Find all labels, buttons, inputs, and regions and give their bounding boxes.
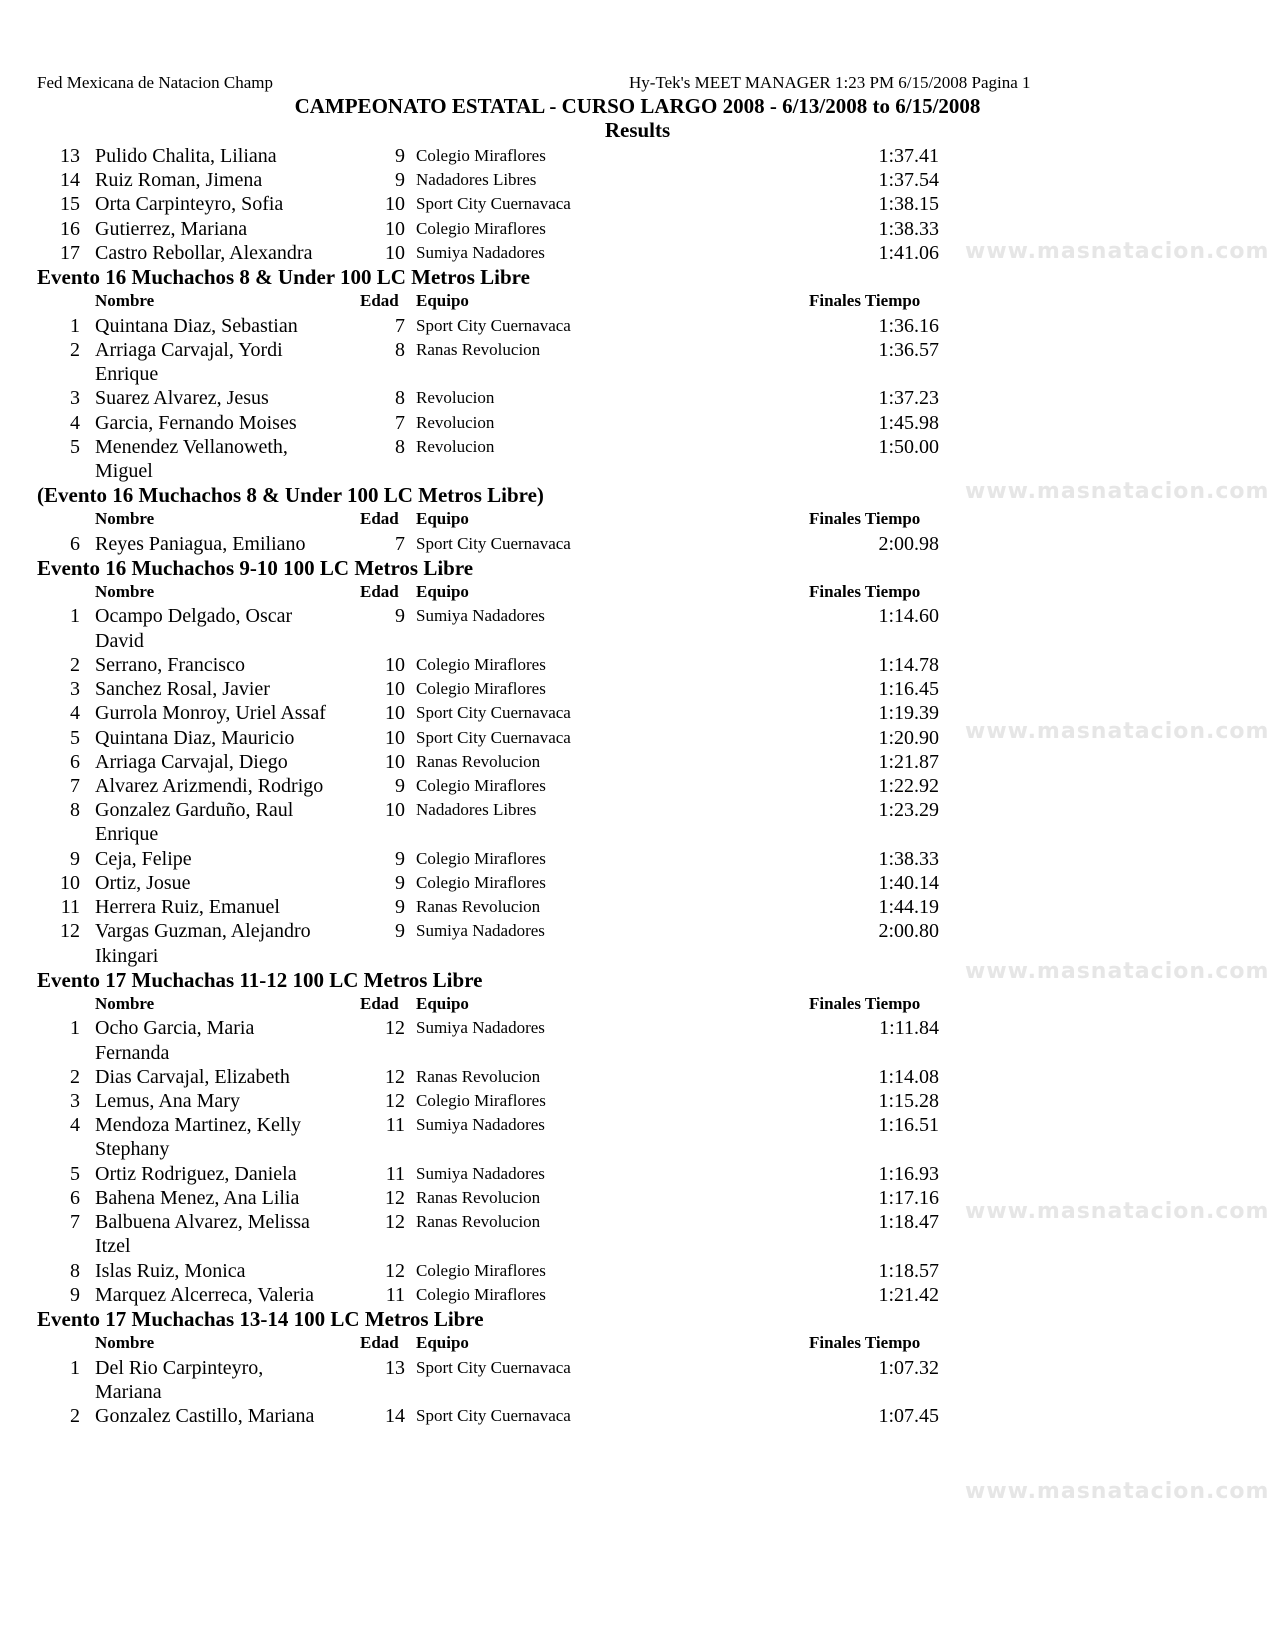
place: 3 xyxy=(70,1089,80,1112)
final-time: 1:37.41 xyxy=(878,145,939,167)
result-row xyxy=(0,386,1275,410)
final-time: 1:37.54 xyxy=(878,169,939,192)
swimmer-name: Bahena Menez, Ana Lilia xyxy=(95,1186,300,1209)
age: 13 xyxy=(385,1356,405,1379)
place: 4 xyxy=(70,1114,80,1137)
age: 12 xyxy=(385,1065,405,1088)
result-row xyxy=(0,653,1275,677)
swimmer-name: Serrano, Francisco xyxy=(95,653,245,676)
age: 9 xyxy=(395,169,405,192)
column-header-team: Equipo xyxy=(416,509,469,529)
swimmer-name-continued: Enrique xyxy=(95,363,159,386)
team: Sumiya Nadadores xyxy=(416,1163,545,1183)
final-time: 1:14.78 xyxy=(878,653,939,676)
place: 2 xyxy=(70,653,80,676)
column-header-team: Equipo xyxy=(416,291,469,311)
result-row-continuation xyxy=(0,1041,1275,1065)
team: Sumiya Nadadores xyxy=(416,1018,545,1038)
final-time: 1:36.57 xyxy=(878,338,939,361)
swimmer-name-continued: Enrique xyxy=(95,823,159,846)
event-heading-line xyxy=(0,1307,1275,1331)
column-header-name: Nombre xyxy=(95,994,155,1014)
column-header-age: Edad xyxy=(360,994,399,1014)
column-header-age: Edad xyxy=(360,509,399,529)
team: Colegio Miraflores xyxy=(416,1260,546,1280)
place: 6 xyxy=(70,532,80,555)
result-row-continuation xyxy=(0,1234,1275,1258)
result-row-continuation xyxy=(0,1137,1275,1161)
age: 10 xyxy=(385,702,405,725)
place: 4 xyxy=(70,702,80,725)
swimmer-name: Herrera Ruiz, Emanuel xyxy=(95,896,280,919)
team: Colegio Miraflores xyxy=(416,872,546,892)
result-row xyxy=(0,241,1275,265)
watermark-text: www.masnatacion.com xyxy=(965,1479,1270,1504)
column-header-time: Finales Tiempo xyxy=(809,509,921,529)
team: Sumiya Nadadores xyxy=(416,921,545,941)
final-time: 1:19.39 xyxy=(878,702,939,725)
team: Revolucion xyxy=(416,388,495,408)
age: 10 xyxy=(385,678,405,701)
team: Ranas Revolucion xyxy=(416,1066,541,1086)
column-header-row xyxy=(0,1331,1275,1355)
result-row xyxy=(0,314,1275,338)
result-row xyxy=(0,1113,1275,1137)
column-header-age: Edad xyxy=(360,582,399,602)
place: 3 xyxy=(70,678,80,701)
document-subtitle: Results xyxy=(604,118,671,142)
team: Nadadores Libres xyxy=(416,170,537,190)
place: 14 xyxy=(60,169,80,192)
result-row xyxy=(0,338,1275,362)
swimmer-name: Sanchez Rosal, Javier xyxy=(95,678,270,701)
place: 7 xyxy=(70,1211,80,1234)
final-time: 1:23.29 xyxy=(878,799,939,822)
final-time: 1:17.16 xyxy=(878,1186,939,1209)
swimmer-name: Garcia, Fernando Moises xyxy=(95,411,297,434)
swimmer-name: Alvarez Arizmendi, Rodrigo xyxy=(95,774,324,797)
final-time: 1:21.87 xyxy=(878,750,939,773)
result-row xyxy=(0,1404,1275,1428)
team: Sumiya Nadadores xyxy=(416,242,545,262)
swimmer-name: Islas Ruiz, Monica xyxy=(95,1259,246,1282)
column-header-row xyxy=(0,992,1275,1016)
column-header-row xyxy=(0,507,1275,531)
place: 1 xyxy=(70,1356,80,1379)
age: 9 xyxy=(395,145,405,167)
column-header-team: Equipo xyxy=(416,994,469,1014)
final-time: 1:38.15 xyxy=(878,193,939,216)
column-header-time: Finales Tiempo xyxy=(809,994,921,1014)
result-row xyxy=(0,168,1275,192)
age: 10 xyxy=(385,653,405,676)
age: 9 xyxy=(395,920,405,943)
final-time: 1:50.00 xyxy=(878,435,939,458)
team: Sport City Cuernavaca xyxy=(416,727,571,747)
age: 12 xyxy=(385,1017,405,1040)
final-time: 1:14.08 xyxy=(878,1065,939,1088)
swimmer-name: Del Rio Carpinteyro, xyxy=(95,1356,264,1379)
swimmer-name: Suarez Alvarez, Jesus xyxy=(95,387,269,410)
swimmer-name: Balbuena Alvarez, Melissa xyxy=(95,1211,310,1234)
software-timestamp: Hy-Tek's MEET MANAGER 1:23 PM 6/15/2008 Pagina 1 xyxy=(629,73,1031,92)
team: Sport City Cuernavaca xyxy=(416,194,571,214)
watermark-text: www.masnatacion.com xyxy=(965,719,1270,744)
swimmer-name: Ocho Garcia, Maria xyxy=(95,1017,255,1040)
result-row-continuation xyxy=(0,459,1275,483)
swimmer-name: Ortiz, Josue xyxy=(95,871,191,894)
swimmer-name-continued: Mariana xyxy=(95,1380,162,1403)
event-heading: Evento 17 Muchachas 11-12 100 LC Metros Libre xyxy=(37,967,483,992)
result-row xyxy=(0,192,1275,216)
age: 12 xyxy=(385,1089,405,1112)
event-heading-line xyxy=(0,968,1275,992)
place: 12 xyxy=(60,920,80,943)
team: Colegio Miraflores xyxy=(416,775,546,795)
age: 8 xyxy=(395,435,405,458)
age: 12 xyxy=(385,1259,405,1282)
result-row xyxy=(0,871,1275,895)
team: Colegio Miraflores xyxy=(416,848,546,868)
final-time: 1:37.23 xyxy=(878,387,939,410)
age: 10 xyxy=(385,750,405,773)
column-header-time: Finales Tiempo xyxy=(809,582,921,602)
result-row xyxy=(0,1283,1275,1307)
team: Nadadores Libres xyxy=(416,800,537,820)
team: Sport City Cuernavaca xyxy=(416,1405,571,1425)
event-heading-line xyxy=(0,483,1275,507)
result-row xyxy=(0,435,1275,459)
watermark-text: www.masnatacion.com xyxy=(965,239,1270,264)
swimmer-name-continued: Stephany xyxy=(95,1138,170,1161)
team: Colegio Miraflores xyxy=(416,1284,546,1304)
result-row xyxy=(0,1162,1275,1186)
place: 8 xyxy=(70,1259,80,1282)
swimmer-name: Ortiz Rodriguez, Daniela xyxy=(95,1162,297,1185)
final-time: 1:40.14 xyxy=(878,871,939,894)
team: Revolucion xyxy=(416,436,495,456)
result-row-continuation xyxy=(0,822,1275,846)
result-row xyxy=(0,750,1275,774)
column-header-time: Finales Tiempo xyxy=(809,291,921,311)
age: 7 xyxy=(395,532,405,555)
place: 4 xyxy=(70,411,80,434)
final-time: 2:00.98 xyxy=(878,532,939,555)
age: 11 xyxy=(385,1162,405,1185)
swimmer-name: Lemus, Ana Mary xyxy=(95,1089,240,1112)
result-row xyxy=(0,919,1275,943)
result-row xyxy=(0,895,1275,919)
age: 14 xyxy=(385,1404,405,1427)
final-time: 1:38.33 xyxy=(878,847,939,870)
age: 7 xyxy=(395,314,405,337)
final-time: 1:21.42 xyxy=(878,1283,939,1306)
column-header-name: Nombre xyxy=(95,1333,155,1353)
final-time: 1:41.06 xyxy=(878,241,939,264)
swimmer-name-continued: Ikingari xyxy=(95,944,159,967)
team: Revolucion xyxy=(416,412,495,432)
place: 9 xyxy=(70,847,80,870)
swimmer-name: Vargas Guzman, Alejandro xyxy=(95,920,311,943)
event-heading-line xyxy=(0,265,1275,289)
swimmer-name: Arriaga Carvajal, Diego xyxy=(95,750,288,773)
place: 1 xyxy=(70,1017,80,1040)
team: Colegio Miraflores xyxy=(416,146,546,165)
swimmer-name: Mendoza Martinez, Kelly xyxy=(95,1114,302,1137)
place: 6 xyxy=(70,1186,80,1209)
place: 2 xyxy=(70,1065,80,1088)
result-row xyxy=(0,1186,1275,1210)
result-row xyxy=(0,847,1275,871)
result-row xyxy=(0,144,1275,168)
swimmer-name: Quintana Diaz, Mauricio xyxy=(95,726,295,749)
team: Colegio Miraflores xyxy=(416,679,546,699)
swimmer-name: Gonzalez Castillo, Mariana xyxy=(95,1404,315,1427)
result-row xyxy=(0,1089,1275,1113)
swimmer-name: Menendez Vellanoweth, xyxy=(95,435,288,458)
swimmer-name-continued: Fernanda xyxy=(95,1041,170,1064)
result-row xyxy=(0,1065,1275,1089)
swimmer-name: Gonzalez Garduño, Raul xyxy=(95,799,294,822)
age: 12 xyxy=(385,1211,405,1234)
age: 10 xyxy=(385,217,405,240)
swimmer-name: Pulido Chalita, Liliana xyxy=(95,145,277,167)
final-time: 1:16.93 xyxy=(878,1162,939,1185)
team: Ranas Revolucion xyxy=(416,897,541,917)
final-time: 1:45.98 xyxy=(878,411,939,434)
place: 5 xyxy=(70,726,80,749)
result-row-continuation xyxy=(0,1380,1275,1404)
age: 9 xyxy=(395,896,405,919)
column-header-age: Edad xyxy=(360,291,399,311)
result-row xyxy=(0,532,1275,556)
final-time: 1:16.51 xyxy=(878,1114,939,1137)
result-row xyxy=(0,1356,1275,1380)
result-row xyxy=(0,1259,1275,1283)
place: 17 xyxy=(60,241,80,264)
place: 5 xyxy=(70,435,80,458)
place: 8 xyxy=(70,799,80,822)
column-header-name: Nombre xyxy=(95,291,155,311)
final-time: 1:11.84 xyxy=(879,1017,939,1040)
team: Ranas Revolucion xyxy=(416,1212,541,1232)
column-header-time: Finales Tiempo xyxy=(809,1333,921,1353)
final-time: 1:07.45 xyxy=(878,1404,939,1427)
column-header-name: Nombre xyxy=(95,509,155,529)
result-row xyxy=(0,217,1275,241)
place: 1 xyxy=(70,605,80,628)
result-row xyxy=(0,1210,1275,1234)
column-header-row xyxy=(0,580,1275,604)
final-time: 1:36.16 xyxy=(878,314,939,337)
swimmer-name: Ceja, Felipe xyxy=(95,847,192,870)
final-time: 1:20.90 xyxy=(878,726,939,749)
result-row-continuation xyxy=(0,944,1275,968)
age: 8 xyxy=(395,338,405,361)
final-time: 1:18.47 xyxy=(878,1211,939,1234)
swimmer-name: Orta Carpinteyro, Sofia xyxy=(95,193,284,216)
age: 11 xyxy=(385,1114,405,1137)
column-header-row xyxy=(0,289,1275,313)
age: 12 xyxy=(385,1186,405,1209)
result-row xyxy=(0,798,1275,822)
result-row xyxy=(0,1016,1275,1040)
result-row-continuation xyxy=(0,629,1275,653)
result-row xyxy=(0,701,1275,725)
place: 15 xyxy=(60,193,80,216)
place: 7 xyxy=(70,774,80,797)
swimmer-name: Dias Carvajal, Elizabeth xyxy=(95,1065,290,1088)
team: Colegio Miraflores xyxy=(416,1090,546,1110)
place: 2 xyxy=(70,1404,80,1427)
swimmer-name-continued: Miguel xyxy=(95,459,153,482)
final-time: 1:14.60 xyxy=(878,605,939,628)
final-time: 1:44.19 xyxy=(878,896,939,919)
event-heading-line xyxy=(0,556,1275,580)
column-header-team: Equipo xyxy=(416,1333,469,1353)
team: Sport City Cuernavaca xyxy=(416,703,571,723)
swimmer-name: Quintana Diaz, Sebastian xyxy=(95,314,298,337)
column-header-name: Nombre xyxy=(95,582,155,602)
age: 11 xyxy=(385,1283,405,1306)
swimmer-name: Castro Rebollar, Alexandra xyxy=(95,241,313,264)
team: Sport City Cuernavaca xyxy=(416,315,571,335)
swimmer-name: Ocampo Delgado, Oscar xyxy=(95,605,293,628)
final-time: 1:18.57 xyxy=(878,1259,939,1282)
team: Ranas Revolucion xyxy=(416,1187,541,1207)
place: 3 xyxy=(70,387,80,410)
team: Colegio Miraflores xyxy=(416,654,546,674)
event-heading: Evento 16 Muchachos 9-10 100 LC Metros Libre xyxy=(37,555,474,580)
final-time: 1:07.32 xyxy=(878,1356,939,1379)
place: 9 xyxy=(70,1283,80,1306)
swimmer-name-continued: Itzel xyxy=(95,1235,131,1258)
age: 9 xyxy=(395,871,405,894)
watermark-text: www.masnatacion.com xyxy=(965,479,1270,504)
result-row xyxy=(0,604,1275,628)
age: 7 xyxy=(395,411,405,434)
team: Ranas Revolucion xyxy=(416,339,541,359)
place: 11 xyxy=(60,896,80,919)
place: 6 xyxy=(70,750,80,773)
team: Colegio Miraflores xyxy=(416,218,546,238)
result-row xyxy=(0,774,1275,798)
place: 2 xyxy=(70,338,80,361)
column-header-age: Edad xyxy=(360,1333,399,1353)
swimmer-name: Marquez Alcerreca, Valeria xyxy=(95,1283,314,1306)
event-heading: (Evento 16 Muchachos 8 & Under 100 LC Metros Libre) xyxy=(37,483,544,508)
result-row xyxy=(0,726,1275,750)
age: 10 xyxy=(385,799,405,822)
team: Ranas Revolucion xyxy=(416,751,541,771)
swimmer-name: Gurrola Monroy, Uriel Assaf xyxy=(95,702,326,725)
final-time: 1:16.45 xyxy=(878,678,939,701)
event-heading: Evento 16 Muchachos 8 & Under 100 LC Metros Libre xyxy=(37,265,530,290)
place: 10 xyxy=(60,871,80,894)
age: 10 xyxy=(385,193,405,216)
column-header-team: Equipo xyxy=(416,582,469,602)
place: 1 xyxy=(70,314,80,337)
final-time: 1:15.28 xyxy=(878,1089,939,1112)
meet-name: Fed Mexicana de Natacion Champ xyxy=(37,73,274,92)
final-time: 1:38.33 xyxy=(878,217,939,240)
swimmer-name: Reyes Paniagua, Emiliano xyxy=(95,532,306,555)
swimmer-name: Arriaga Carvajal, Yordi xyxy=(95,338,283,361)
final-time: 1:22.92 xyxy=(878,774,939,797)
team: Sport City Cuernavaca xyxy=(416,533,571,553)
age: 10 xyxy=(385,726,405,749)
team: Sumiya Nadadores xyxy=(416,1115,545,1135)
age: 8 xyxy=(395,387,405,410)
place: 5 xyxy=(70,1162,80,1185)
team: Sumiya Nadadores xyxy=(416,606,545,626)
swimmer-name-continued: David xyxy=(95,629,144,652)
result-row-continuation xyxy=(0,362,1275,386)
swimmer-name: Ruiz Roman, Jimena xyxy=(95,169,263,192)
age: 9 xyxy=(395,847,405,870)
age: 10 xyxy=(385,241,405,264)
document-title: CAMPEONATO ESTATAL - CURSO LARGO 2008 - 6/13/2008 to 6/15/2008 xyxy=(294,94,981,118)
place: 16 xyxy=(60,217,80,240)
result-row xyxy=(0,411,1275,435)
watermark-text: www.masnatacion.com xyxy=(965,959,1270,984)
age: 9 xyxy=(395,774,405,797)
place: 13 xyxy=(60,145,80,167)
final-time: 2:00.80 xyxy=(878,920,939,943)
swimmer-name: Gutierrez, Mariana xyxy=(95,217,248,240)
watermark-text: www.masnatacion.com xyxy=(965,1199,1270,1224)
event-heading: Evento 17 Muchachas 13-14 100 LC Metros Libre xyxy=(37,1307,484,1332)
team: Sport City Cuernavaca xyxy=(416,1357,571,1377)
age: 9 xyxy=(395,605,405,628)
result-row xyxy=(0,677,1275,701)
